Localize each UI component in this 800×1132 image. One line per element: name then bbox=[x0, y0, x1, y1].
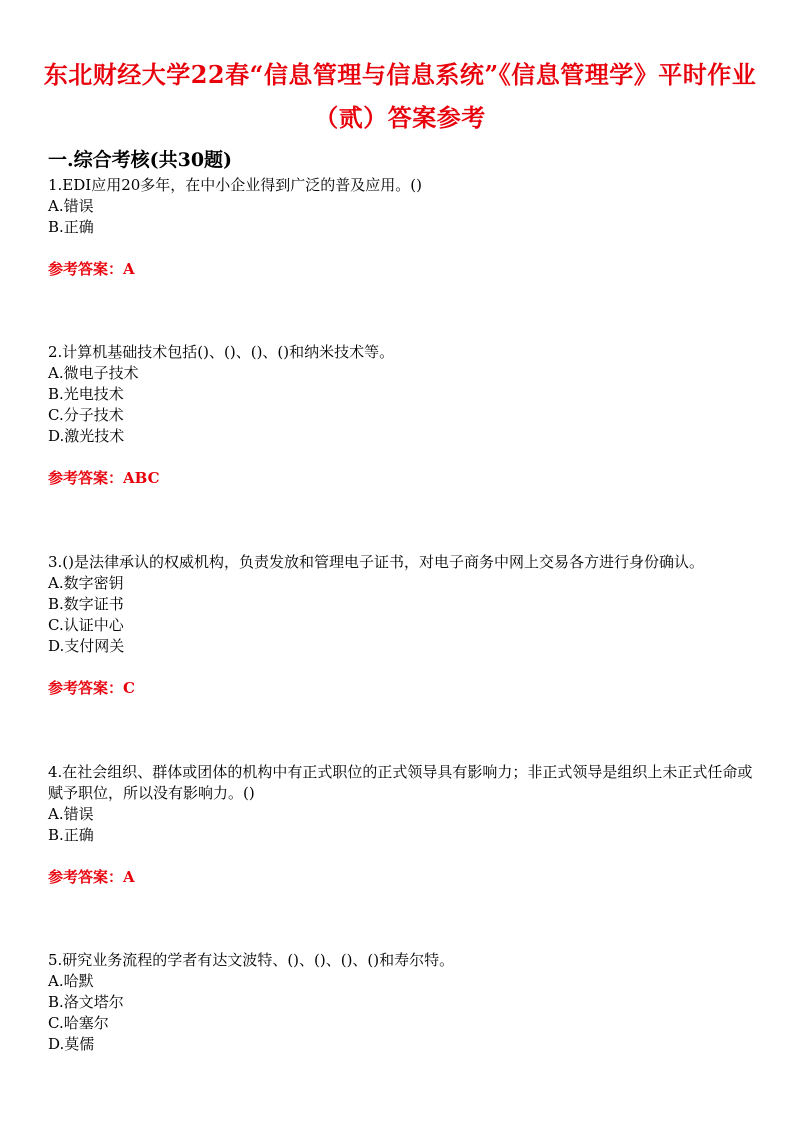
question-stem: 4.在社会组织、群体或团体的机构中有正式职位的正式领导具有影响力；非正式领导是组织上未正式任命或赋予职位，所以没有影响力。() bbox=[48, 763, 753, 802]
question-2 bbox=[48, 342, 760, 489]
option-a: A.错误 bbox=[48, 805, 94, 823]
question-1 bbox=[48, 175, 760, 280]
question-stem: 1.EDI应用20多年，在中小企业得到广泛的普及应用。() bbox=[48, 176, 423, 194]
question-stem: 2.计算机基础技术包括()、()、()、()和纳米技术等。 bbox=[48, 343, 395, 361]
option-d: D.支付网关 bbox=[48, 637, 125, 655]
section-heading: 一.综合考核(共30题) bbox=[48, 149, 233, 171]
question-stem: 3.()是法律承认的权威机构，负责发放和管理电子证书，对电子商务中网上交易各方进行身份确认。 bbox=[48, 553, 705, 571]
option-a: A.哈默 bbox=[48, 972, 94, 990]
question-4 bbox=[48, 762, 760, 888]
option-b: B.光电技术 bbox=[48, 385, 124, 403]
option-d: D.莫儒 bbox=[48, 1035, 95, 1053]
option-a: A.数字密钥 bbox=[48, 574, 124, 592]
option-c: C.哈塞尔 bbox=[48, 1014, 109, 1032]
document-title-line-2: （贰）答案参考 bbox=[314, 103, 486, 132]
answer: 参考答案：A bbox=[48, 260, 135, 278]
answer: 参考答案：A bbox=[48, 868, 135, 886]
option-d: D.激光技术 bbox=[48, 427, 125, 445]
answer: 参考答案：ABC bbox=[48, 469, 160, 487]
option-b: B.正确 bbox=[48, 218, 94, 236]
option-b: B.正确 bbox=[48, 826, 94, 844]
option-b: B.数字证书 bbox=[48, 595, 124, 613]
question-5 bbox=[48, 950, 760, 1055]
document-title-line-1: 东北财经大学22春“信息管理与信息系统”《信息管理学》平时作业 bbox=[43, 60, 757, 89]
option-b: B.洛文塔尔 bbox=[48, 993, 124, 1011]
question-stem: 5.研究业务流程的学者有达文波特、()、()、()、()和寿尔特。 bbox=[48, 951, 455, 969]
question-3 bbox=[48, 552, 760, 699]
option-a: A.微电子技术 bbox=[48, 364, 139, 382]
option-a: A.错误 bbox=[48, 197, 94, 215]
answer: 参考答案：C bbox=[48, 679, 135, 697]
option-c: C.认证中心 bbox=[48, 616, 124, 634]
option-c: C.分子技术 bbox=[48, 406, 124, 424]
